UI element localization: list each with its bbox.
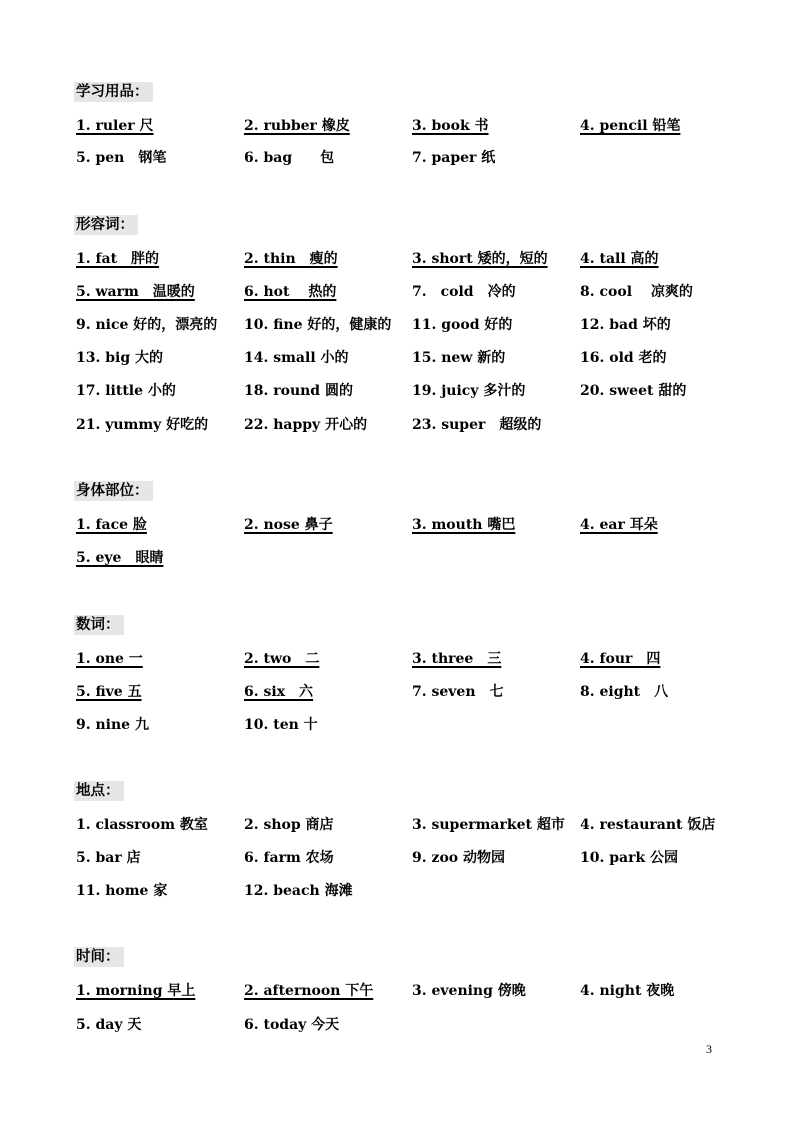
section-heading-numerals: 数词： — [74, 615, 124, 635]
vocab-item: 5. pen 钢笔 — [76, 150, 167, 166]
vocab-item: 6. six 六 — [244, 684, 314, 700]
vocab-item: 4. four 四 — [580, 651, 661, 667]
vocab-item: 8. eight 八 — [580, 684, 669, 700]
vocab-item: 1. one 一 — [76, 651, 143, 667]
vocab-item: 7. paper 纸 — [412, 150, 496, 166]
vocab-item: 5. five 五 — [76, 684, 142, 700]
vocab-row — [76, 415, 756, 437]
vocab-item: 3. evening 傍晚 — [412, 983, 526, 999]
vocab-item: 9. nice 好的，漂亮的 — [76, 317, 218, 333]
vocab-row — [76, 515, 756, 537]
vocab-item: 3. supermarket 超市 — [412, 817, 565, 833]
vocab-row — [76, 815, 756, 837]
vocab-item: 20. sweet 甜的 — [580, 383, 687, 399]
vocab-item: 16. old 老的 — [580, 350, 667, 366]
vocab-item: 2. two 二 — [244, 651, 320, 667]
vocab-item: 3. mouth 嘴巴 — [412, 517, 516, 533]
vocab-item: 5. bar 店 — [76, 850, 141, 866]
vocab-item: 2. rubber 橡皮 — [244, 118, 350, 134]
vocab-item: 12. beach 海滩 — [244, 883, 353, 899]
vocab-item: 14. small 小的 — [244, 350, 349, 366]
vocab-item: 17. little 小的 — [76, 383, 176, 399]
vocab-item: 5. eye 眼睛 — [76, 550, 164, 566]
vocab-item: 11. good 好的 — [412, 317, 513, 333]
vocab-item: 7. cold 冷的 — [412, 284, 516, 300]
page-number: 3 — [706, 1042, 712, 1056]
vocab-item: 9. nine 九 — [76, 717, 149, 733]
vocab-item: 5. warm 温暖的 — [76, 284, 195, 300]
vocab-row — [76, 381, 756, 403]
section-heading-time: 时间： — [74, 947, 124, 967]
vocab-item: 18. round 圆的 — [244, 383, 353, 399]
vocab-item: 7. seven 七 — [412, 684, 504, 700]
vocab-row — [76, 981, 756, 1003]
vocab-item: 10. ten 十 — [244, 717, 318, 733]
vocab-item: 2. nose 鼻子 — [244, 517, 333, 533]
vocab-row — [76, 649, 756, 671]
vocab-item: 4. tall 高的 — [580, 251, 659, 267]
vocab-item: 2. thin 瘦的 — [244, 251, 338, 267]
vocab-row — [76, 848, 756, 870]
vocab-item: 2. afternoon 下午 — [244, 983, 374, 999]
vocab-item: 19. juicy 多汁的 — [412, 383, 526, 399]
vocab-item: 1. ruler 尺 — [76, 118, 154, 134]
vocab-item: 22. happy 开心的 — [244, 417, 368, 433]
vocab-item: 6. bag 包 — [244, 150, 335, 166]
vocab-item: 6. hot 热的 — [244, 284, 337, 300]
vocab-item: 1. classroom 教室 — [76, 817, 208, 833]
vocab-item: 5. day 天 — [76, 1017, 142, 1033]
section-heading-school-supplies: 学习用品： — [74, 82, 153, 102]
vocab-item: 1. morning 早上 — [76, 983, 196, 999]
vocab-row — [76, 548, 756, 570]
vocab-row — [76, 1015, 756, 1037]
vocab-row — [76, 148, 756, 170]
vocab-item: 3. book 书 — [412, 118, 489, 134]
vocab-row — [76, 682, 756, 704]
vocab-item: 3. short 矮的，短的 — [412, 251, 548, 267]
vocab-item: 10. fine 好的，健康的 — [244, 317, 392, 333]
vocab-item: 4. restaurant 饭店 — [580, 817, 716, 833]
vocab-item: 13. big 大的 — [76, 350, 164, 366]
vocab-item: 6. farm 农场 — [244, 850, 334, 866]
vocab-item: 4. ear 耳朵 — [580, 517, 658, 533]
vocab-row — [76, 715, 756, 737]
vocab-item: 15. new 新的 — [412, 350, 506, 366]
vocab-row — [76, 348, 756, 370]
vocab-item: 4. night 夜晚 — [580, 983, 675, 999]
vocab-row — [76, 249, 756, 271]
vocab-row — [76, 315, 756, 337]
vocab-item: 8. cool 凉爽的 — [580, 284, 693, 300]
vocab-item: 10. park 公园 — [580, 850, 679, 866]
vocab-item: 1. face 脸 — [76, 517, 147, 533]
vocab-item: 3. three 三 — [412, 651, 502, 667]
vocab-row — [76, 881, 756, 903]
section-heading-adjectives: 形容词： — [74, 215, 138, 235]
vocab-item: 9. zoo 动物园 — [412, 850, 505, 866]
vocab-item: 2. shop 商店 — [244, 817, 334, 833]
vocab-row — [76, 282, 756, 304]
vocab-row — [76, 116, 756, 138]
section-heading-places: 地点： — [74, 781, 124, 801]
vocab-item: 11. home 家 — [76, 883, 168, 899]
vocab-item: 23. super 超级的 — [412, 417, 542, 433]
vocab-item: 21. yummy 好吃的 — [76, 417, 209, 433]
section-heading-body-parts: 身体部位： — [74, 481, 153, 501]
vocab-item: 12. bad 坏的 — [580, 317, 671, 333]
vocab-item: 1. fat 胖的 — [76, 251, 160, 267]
vocab-item: 6. today 今天 — [244, 1017, 340, 1033]
vocab-item: 4. pencil 铅笔 — [580, 118, 681, 134]
